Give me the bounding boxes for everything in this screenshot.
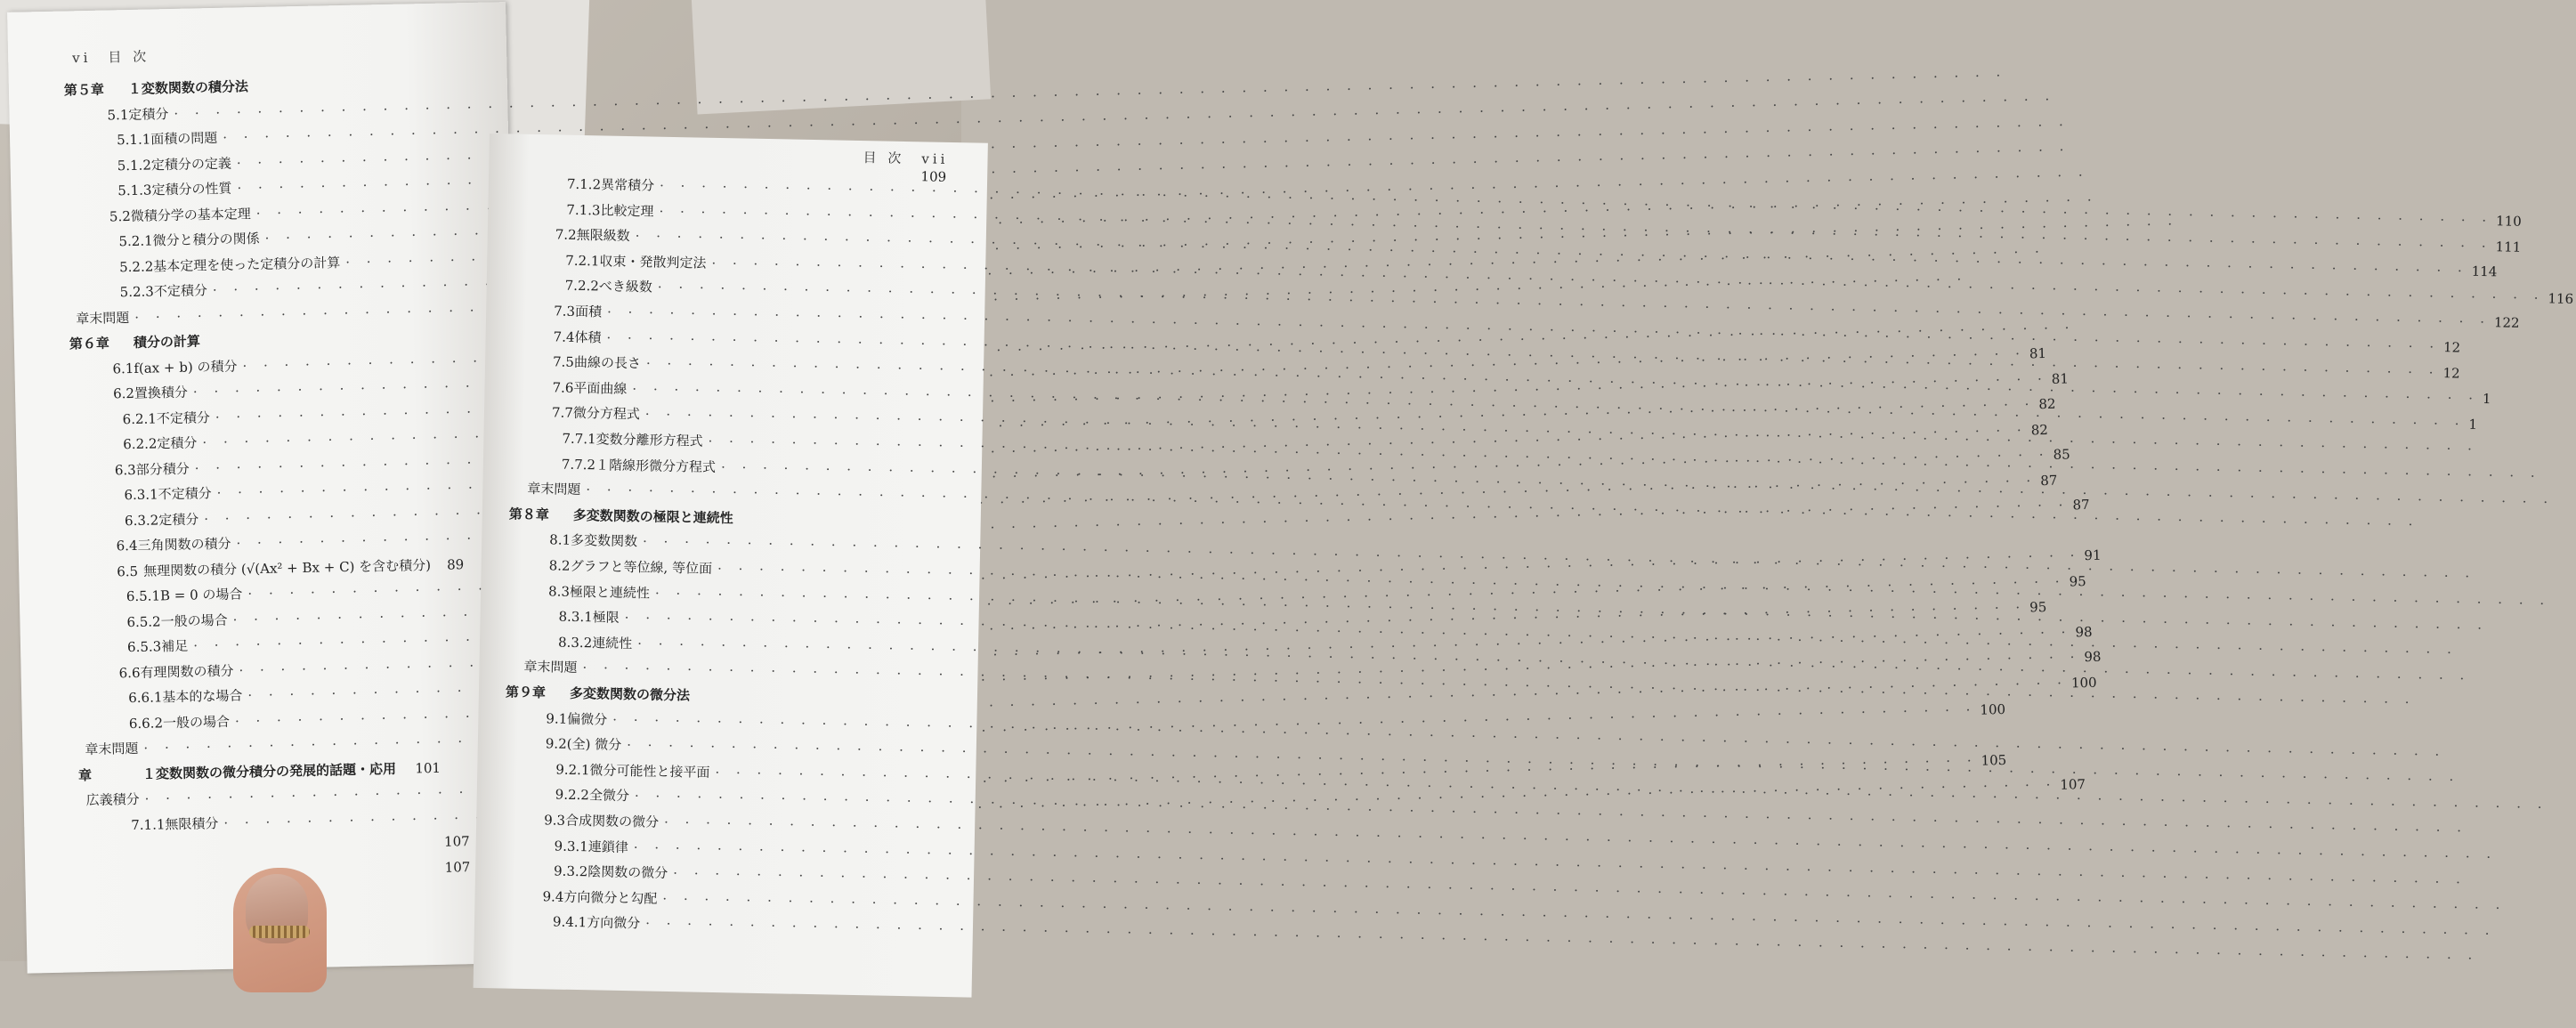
toc-title: 章末問題 <box>85 739 143 758</box>
toc-title: 無理関数の積分 (√(Ax² + Bx + C) を含む積分) <box>143 554 436 579</box>
toc-page-number: 100 <box>2068 674 2097 691</box>
toc-entry-row <box>115 453 462 479</box>
toc-title: f(ax + b) の積分 <box>134 356 243 377</box>
toc-page-number: 81 <box>2048 370 2069 386</box>
toc-title: 面積の問題 <box>150 128 223 149</box>
toc-page-number: 122 <box>2491 315 2520 332</box>
toc-title: 合成関数の微分 <box>565 811 664 831</box>
toc-title: １階線形微分方程式 <box>595 455 721 476</box>
toc-entry-row <box>546 708 959 735</box>
toc-page-number: 91 <box>2080 547 2101 563</box>
toc-title: 積分の計算 <box>134 331 206 352</box>
toc-title: 多変数関数の極限と連続性 <box>573 506 739 528</box>
toc-entry-row <box>126 605 465 631</box>
toc-entry-row <box>552 403 965 430</box>
toc-number: 7.4 <box>553 328 574 344</box>
toc-chapter-row <box>509 504 963 531</box>
toc-title: 微分方程式 <box>573 403 645 424</box>
toc-page-number: 82 <box>2035 396 2055 412</box>
toc-title: 極限 <box>593 608 625 627</box>
toc-title: 章末問題 <box>523 657 582 676</box>
toc-entry-row <box>119 250 458 276</box>
photo-scene <box>0 0 961 961</box>
toc-title: B = 0 の場合 <box>160 584 248 604</box>
toc-number: 8.3 <box>548 583 570 599</box>
toc-page-number: 107 <box>2056 776 2086 793</box>
toc-number: 7.1.2 <box>567 176 602 193</box>
toc-number: 5.1.2 <box>117 157 152 174</box>
toc-title: 異常積分 <box>601 174 660 194</box>
toc-title: 有理関数の積分 <box>140 660 239 681</box>
toc-entry-row <box>118 656 466 682</box>
running-head-right: 目 次 vii <box>863 148 948 168</box>
toc-number: 章 <box>78 764 142 784</box>
toc-entry-row <box>85 782 468 809</box>
toc-entry-row <box>116 529 463 554</box>
toc-entry-row <box>555 225 968 252</box>
toc-title: 偏微分 <box>567 708 612 728</box>
toc-entry-row <box>107 98 454 124</box>
toc-page-number: 1 <box>2465 416 2477 432</box>
toc-entry-row <box>542 886 955 913</box>
toc-page-number <box>206 344 245 345</box>
toc-page-number: 114 <box>2468 263 2498 280</box>
toc-title: １変数関数の微分積分の発展的話題・応用 <box>142 758 401 782</box>
toc-number: 6.2 <box>113 385 134 401</box>
toc-page-number: 89 <box>436 556 465 573</box>
toc-number: 7.2.1 <box>565 252 600 269</box>
toc-entry-row <box>122 402 460 428</box>
toc-title: 基本的な場合 <box>162 685 247 706</box>
toc-number: 9.3 <box>544 812 565 828</box>
toc-page-number: 85 <box>2049 446 2070 462</box>
toc-title: 微分可能性と接平面 <box>589 760 715 781</box>
ring <box>249 926 310 938</box>
toc-title: べき級数 <box>599 277 658 296</box>
toc-title: 曲線の長さ <box>574 352 646 373</box>
toc-entry-row <box>549 530 962 557</box>
toc-page-number: 12 <box>2440 339 2460 355</box>
page-number: 109 <box>907 168 946 185</box>
toc-entry-row <box>549 555 962 582</box>
toc-title: 補足 <box>161 636 193 656</box>
toc-number: 7.2.2 <box>565 278 600 295</box>
toc-number: 8.1 <box>549 532 571 548</box>
toc-title: 陰関数の微分 <box>587 862 673 882</box>
toc-entry-row <box>112 352 459 377</box>
toc-number: 9.1 <box>546 710 567 726</box>
toc-title: 多変数関数の微分法 <box>570 684 695 705</box>
toc-page-number: 107 <box>431 833 470 850</box>
toc-entry-row <box>562 429 964 456</box>
toc-number: 7.3 <box>554 303 575 319</box>
toc-title: 三角関数の積分 <box>137 534 236 554</box>
toc-page-number: 111 <box>2491 239 2521 255</box>
toc-number: 6.3 <box>115 461 136 477</box>
toc-title: 比較定理 <box>600 200 659 220</box>
toc-page-number: 81 <box>2026 345 2046 361</box>
toc-entry-row <box>128 681 466 707</box>
toc-title: 章末問題 <box>76 307 134 327</box>
toc-number: 7.2 <box>555 227 577 243</box>
toc-entry-row <box>523 657 960 684</box>
toc-entry-row <box>127 630 466 656</box>
toc-page-number: 107 <box>431 859 470 876</box>
toc-number: 5.2.3 <box>120 283 155 300</box>
toc-page-number <box>739 522 778 523</box>
toc-title: 微積分学の基本定理 <box>131 204 256 225</box>
toc-number: 第９章 <box>506 682 570 701</box>
toc-number: 7.7 <box>552 405 573 421</box>
toc-title: 方向微分 <box>587 913 645 933</box>
toc-number: 6.5.3 <box>127 638 162 655</box>
toc-number: 9.4.1 <box>553 914 587 931</box>
toc-title: 定積分 <box>157 433 202 452</box>
toc-title: 収束・発散判定法 <box>599 251 711 271</box>
toc-number: 5.1.1 <box>117 131 151 148</box>
toc-title: 一般の場合 <box>163 711 235 732</box>
toc-page-number: 98 <box>2071 623 2092 639</box>
toc-entry-row <box>548 581 961 608</box>
toc-number: 9.2.1 <box>555 761 590 778</box>
toc-title: 変数分離形方程式 <box>595 429 708 449</box>
toc-page-number: 105 <box>1977 752 2006 769</box>
toc-entry-row <box>554 836 956 862</box>
toc-number: 7.1.1 <box>131 816 166 833</box>
toc-entry-row <box>129 707 467 733</box>
toc-title: 多変数関数 <box>571 530 643 551</box>
toc-title: 方向微分と勾配 <box>563 887 662 908</box>
toc-number: 6.2.2 <box>123 435 158 452</box>
toc-title: 体積 <box>574 327 606 346</box>
toc-entry-row <box>546 734 959 761</box>
toc-title: 定積分 <box>128 103 174 123</box>
toc-entry-row <box>555 785 958 812</box>
toc-page-number: 87 <box>2069 497 2089 513</box>
toc-entry-row <box>123 427 461 453</box>
toc-entry-row <box>125 504 463 530</box>
toc-title: 定積分 <box>158 509 204 529</box>
right-page <box>474 134 988 998</box>
running-head-left: vi 目 次 <box>72 46 150 67</box>
toc-title: 広義積分 <box>85 789 144 809</box>
toc-chapter-row <box>78 757 468 784</box>
toc-entry-row <box>562 454 964 481</box>
toc-entry-row <box>118 224 457 250</box>
toc-number: 5.2.2 <box>119 258 154 275</box>
toc-entry-row <box>553 912 955 939</box>
toc-entry-row <box>126 579 465 605</box>
toc-entry-row <box>131 808 469 834</box>
toc-number: 6.6 <box>118 664 140 680</box>
toc-entry-row <box>117 174 456 199</box>
toc-title: 無限級数 <box>576 225 635 245</box>
toc-number: 9.3.2 <box>554 863 588 880</box>
toc-page-number <box>695 700 734 701</box>
toc-entry-row <box>527 479 963 506</box>
toc-title: 部分積分 <box>135 458 194 478</box>
toc-title: 不定積分 <box>157 408 215 427</box>
toc-title: 定積分の定義 <box>151 153 237 174</box>
toc-number: 第５章 <box>64 79 128 100</box>
toc-number: 6.5 <box>117 563 143 579</box>
toc-title: 基本定理を使った定積分の計算 <box>153 252 345 275</box>
toc-number: 9.3.1 <box>554 838 588 854</box>
toc-entry-row <box>113 376 460 402</box>
toc-page-number: 1 <box>2479 391 2491 407</box>
toc-chapter-row <box>506 682 960 709</box>
toc-number: 5.1.3 <box>117 182 152 198</box>
toc-entry-row <box>552 377 965 404</box>
toc-title: 微分と積分の関係 <box>152 229 264 250</box>
toc-title: 連続性 <box>592 633 637 652</box>
toc-number: 9.2.2 <box>555 787 590 804</box>
toc-number: 6.6.2 <box>129 715 164 732</box>
toc-title: 平面曲線 <box>573 378 632 398</box>
toc-page-number: 12 <box>2439 365 2459 381</box>
toc-entry-row <box>565 276 968 303</box>
toc-number: 6.4 <box>116 538 137 554</box>
toc-entry-row <box>544 810 957 837</box>
toc-entry-row <box>117 123 455 149</box>
toc-number: 7.6 <box>552 379 573 395</box>
toc-number: 第６章 <box>69 333 134 353</box>
toc-number: 5.1 <box>107 107 128 123</box>
toc-page-number: 100 <box>1976 701 2005 718</box>
toc-number: 6.2.1 <box>122 410 157 427</box>
toc-entry-row <box>554 862 956 888</box>
toc-title: 置換積分 <box>134 383 193 402</box>
toc-number: 9.4 <box>542 888 563 904</box>
toc-title: 極限と連続性 <box>570 581 655 602</box>
toc-number: 8.2 <box>549 557 571 573</box>
toc-title: 不定積分 <box>154 280 213 300</box>
toc-entry-row <box>85 732 467 758</box>
toc-chapter-row <box>69 326 459 352</box>
toc-page-number: 87 <box>2037 472 2057 488</box>
toc-page-number: 101 <box>401 759 441 776</box>
toc-entry-row <box>553 352 966 379</box>
toc-title: 一般の場合 <box>160 610 232 630</box>
toc-title: １変数関数の積分法 <box>128 77 254 98</box>
toc-number: 6.5.2 <box>126 613 161 630</box>
toc-number: 6.3.1 <box>124 486 158 503</box>
toc-number: 6.3.2 <box>125 512 159 529</box>
toc-entry-row <box>565 250 968 277</box>
toc-title: 定積分の性質 <box>151 178 237 198</box>
toc-title: 章末問題 <box>527 479 586 498</box>
toc-title: 全微分 <box>589 786 635 805</box>
toc-page-number: 98 <box>2080 649 2101 665</box>
toc-entry-row <box>109 199 457 225</box>
toc-entry-row <box>117 554 464 580</box>
toc-page-number <box>254 90 293 91</box>
toc-title: 無限積分 <box>165 813 223 832</box>
toc-page-number: 116 <box>2544 290 2573 307</box>
toc-title: 面積 <box>575 302 607 321</box>
toc-number: 7.7.2 <box>562 456 596 473</box>
toc-entry-row <box>558 632 960 659</box>
toc-entry-row <box>119 275 458 301</box>
toc-number: 6.5.1 <box>126 587 161 604</box>
toc-title: (全) 微分 <box>567 734 628 754</box>
toc-page-number: 95 <box>2026 599 2046 615</box>
toc-page-number: 82 <box>2028 421 2048 437</box>
toc-number: 9.2 <box>546 736 567 752</box>
toc-number: 7.7.1 <box>562 431 596 448</box>
toc-entry-row <box>117 149 455 174</box>
toc-entry-row <box>76 301 458 328</box>
toc-chapter-row <box>64 72 454 99</box>
toc-page-number: 95 <box>2065 573 2086 589</box>
toc-title: 連鎖律 <box>588 837 634 856</box>
toc-entry-row <box>124 478 462 504</box>
toc-entry-row <box>554 301 967 328</box>
toc-entry-row <box>553 327 966 353</box>
toc-entry-row <box>555 759 958 786</box>
toc-number: 5.2 <box>109 207 131 223</box>
toc-title: 不定積分 <box>158 483 216 503</box>
toc-number: 5.2.1 <box>118 232 153 249</box>
toc-number: 8.3.1 <box>558 609 593 626</box>
left-page <box>7 2 525 973</box>
toc-number: 7.5 <box>553 354 574 370</box>
toc-number: 8.3.2 <box>558 634 593 651</box>
toc-number: 6.1 <box>112 360 134 376</box>
toc-entry-row <box>558 607 960 634</box>
toc-number: 6.6.1 <box>128 689 163 706</box>
toc-number: 7.1.3 <box>566 201 601 218</box>
toc-title: グラフと等位線, 等位面 <box>570 556 717 578</box>
toc-entry-row <box>566 199 968 226</box>
toc-number: 第８章 <box>509 504 573 523</box>
toc-page-number: 110 <box>2492 213 2522 230</box>
